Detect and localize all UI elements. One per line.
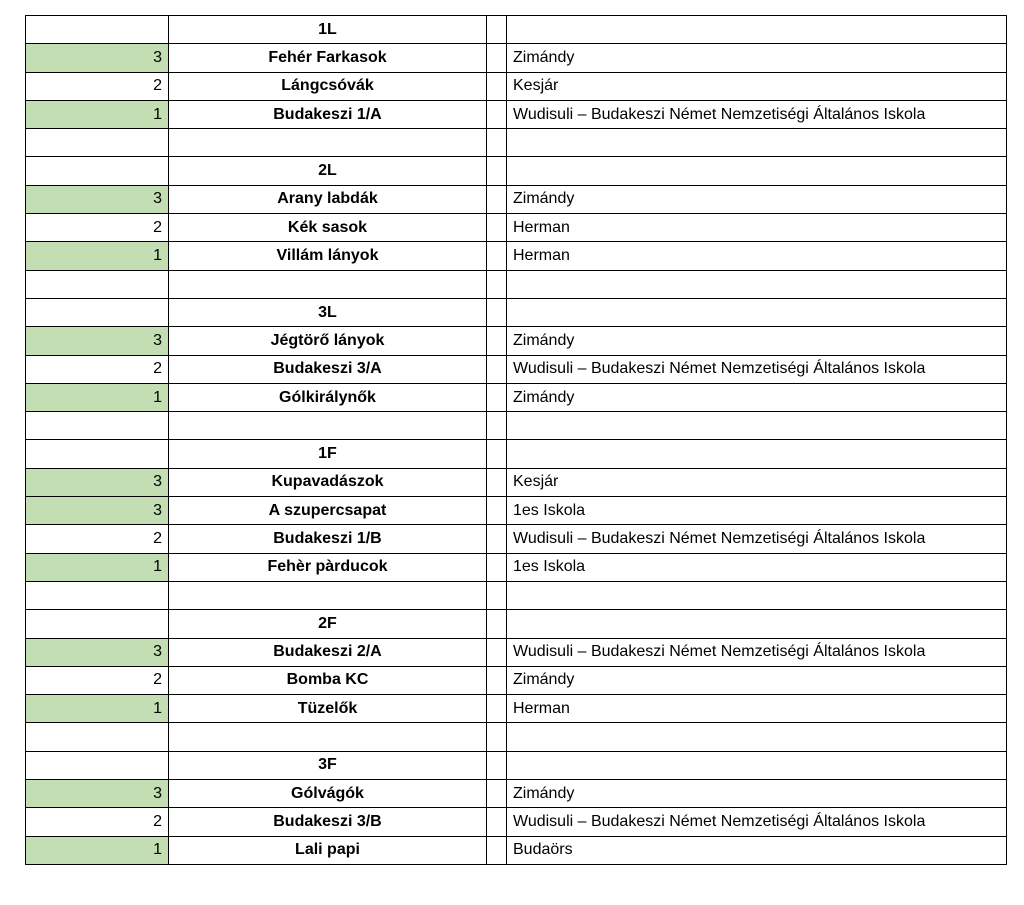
table-row [26,695,1007,723]
score-cell[interactable]: 1 [26,695,169,723]
score-cell[interactable]: 2 [26,355,169,383]
empty-cell[interactable] [487,383,507,411]
team-name-cell[interactable]: Lángcsóvák [169,72,487,100]
group-header-row [26,157,1007,185]
school-cell[interactable]: Zimándy [507,383,1007,411]
empty-cell[interactable] [487,610,507,638]
empty-cell[interactable] [507,751,1007,779]
table-row [26,497,1007,525]
empty-cell[interactable] [26,751,169,779]
empty-cell[interactable] [26,440,169,468]
group-title[interactable]: 3L [169,298,487,326]
table-row [26,214,1007,242]
score-cell[interactable]: 2 [26,666,169,694]
school-cell[interactable]: Budaörs [507,836,1007,864]
school-cell[interactable]: Kesjár [507,72,1007,100]
results-table-body [26,16,1007,865]
score-cell[interactable]: 3 [26,327,169,355]
empty-cell[interactable] [487,751,507,779]
empty-cell[interactable] [487,836,507,864]
results-table [25,15,1007,865]
empty-cell[interactable] [507,16,1007,44]
group-title[interactable]: 1L [169,16,487,44]
school-cell[interactable]: Zimándy [507,185,1007,213]
empty-cell[interactable] [487,242,507,270]
group-title[interactable]: 3F [169,751,487,779]
empty-cell[interactable] [487,157,507,185]
empty-cell[interactable] [487,808,507,836]
empty-cell[interactable] [507,298,1007,326]
score-cell[interactable]: 1 [26,553,169,581]
table-row [26,836,1007,864]
empty-cell[interactable] [487,270,507,298]
score-cell[interactable]: 1 [26,242,169,270]
school-cell[interactable]: Zimándy [507,666,1007,694]
score-cell[interactable]: 1 [26,100,169,128]
team-name-cell[interactable]: Budakeszi 3/A [169,355,487,383]
empty-cell[interactable] [507,723,1007,751]
empty-cell[interactable] [487,185,507,213]
school-cell[interactable]: Herman [507,695,1007,723]
spacer-row [26,581,1007,609]
team-name-cell[interactable]: Gólvágók [169,780,487,808]
empty-cell[interactable] [26,129,169,157]
school-cell[interactable]: Zimándy [507,780,1007,808]
empty-cell[interactable] [26,581,169,609]
team-name-cell[interactable]: Jégtörő lányok [169,327,487,355]
empty-cell[interactable] [26,412,169,440]
table-row [26,355,1007,383]
group-title[interactable]: 2L [169,157,487,185]
score-cell[interactable]: 2 [26,525,169,553]
group-header-row [26,751,1007,779]
empty-cell[interactable] [169,723,487,751]
table-row [26,780,1007,808]
table-row [26,242,1007,270]
table-row [26,553,1007,581]
empty-cell[interactable] [507,581,1007,609]
empty-cell[interactable] [169,270,487,298]
empty-cell[interactable] [487,497,507,525]
score-cell[interactable]: 2 [26,808,169,836]
table-row [26,638,1007,666]
group-header-row [26,298,1007,326]
empty-cell[interactable] [487,468,507,496]
empty-cell[interactable] [487,327,507,355]
score-cell[interactable]: 3 [26,497,169,525]
empty-cell[interactable] [26,16,169,44]
score-cell[interactable]: 3 [26,638,169,666]
spacer-row [26,129,1007,157]
table-row [26,525,1007,553]
table-row [26,666,1007,694]
school-cell[interactable]: 1es Iskola [507,497,1007,525]
school-cell[interactable]: Zimándy [507,327,1007,355]
school-cell[interactable]: Wudisuli – Budakeszi Német Nemzetiségi Általános Iskola [507,525,1007,553]
empty-cell[interactable] [487,440,507,468]
empty-cell[interactable] [26,298,169,326]
school-cell[interactable]: Herman [507,214,1007,242]
empty-cell[interactable] [169,581,487,609]
team-name-cell[interactable]: Kupavadászok [169,468,487,496]
empty-cell[interactable] [487,525,507,553]
table-row [26,383,1007,411]
empty-cell[interactable] [487,298,507,326]
empty-cell[interactable] [487,355,507,383]
school-cell[interactable]: Wudisuli – Budakeszi Német Nemzetiségi Általános Iskola [507,638,1007,666]
table-row [26,100,1007,128]
score-cell[interactable]: 2 [26,72,169,100]
empty-cell[interactable] [507,610,1007,638]
team-name-cell[interactable]: Budakeszi 1/B [169,525,487,553]
team-name-cell[interactable]: Budakeszi 1/A [169,100,487,128]
empty-cell[interactable] [26,270,169,298]
group-header-row [26,610,1007,638]
empty-cell[interactable] [487,695,507,723]
group-title[interactable]: 1F [169,440,487,468]
empty-cell[interactable] [487,129,507,157]
team-name-cell[interactable]: Budakeszi 2/A [169,638,487,666]
empty-cell[interactable] [487,553,507,581]
group-header-row [26,440,1007,468]
score-cell[interactable]: 3 [26,780,169,808]
team-name-cell[interactable]: Villám lányok [169,242,487,270]
table-row [26,72,1007,100]
school-cell[interactable]: 1es Iskola [507,553,1007,581]
empty-cell[interactable] [487,723,507,751]
group-title[interactable]: 2F [169,610,487,638]
team-name-cell[interactable]: Budakeszi 3/B [169,808,487,836]
school-cell[interactable]: Herman [507,242,1007,270]
empty-cell[interactable] [487,16,507,44]
school-cell[interactable]: Wudisuli – Budakeszi Német Nemzetiségi Általános Iskola [507,808,1007,836]
empty-cell[interactable] [169,129,487,157]
school-cell[interactable]: Wudisuli – Budakeszi Német Nemzetiségi Általános Iskola [507,100,1007,128]
empty-cell[interactable] [487,412,507,440]
empty-cell[interactable] [507,129,1007,157]
score-cell[interactable]: 1 [26,383,169,411]
empty-cell[interactable] [487,581,507,609]
team-name-cell[interactable]: Arany labdák [169,185,487,213]
score-cell[interactable]: 3 [26,468,169,496]
team-name-cell[interactable]: Bomba KC [169,666,487,694]
school-cell[interactable]: Wudisuli – Budakeszi Német Nemzetiségi Általános Iskola [507,355,1007,383]
empty-cell[interactable] [507,270,1007,298]
empty-cell[interactable] [26,610,169,638]
empty-cell[interactable] [169,412,487,440]
score-cell[interactable]: 3 [26,185,169,213]
empty-cell[interactable] [487,214,507,242]
team-name-cell[interactable]: Gólkirálynők [169,383,487,411]
empty-cell[interactable] [487,638,507,666]
empty-cell[interactable] [507,412,1007,440]
spacer-row [26,412,1007,440]
group-header-row [26,16,1007,44]
table-row [26,468,1007,496]
team-name-cell[interactable]: A szupercsapat [169,497,487,525]
team-name-cell[interactable]: Tüzelők [169,695,487,723]
empty-cell[interactable] [507,157,1007,185]
empty-cell[interactable] [26,723,169,751]
empty-cell[interactable] [487,44,507,72]
score-cell[interactable]: 1 [26,836,169,864]
empty-cell[interactable] [487,780,507,808]
team-name-cell[interactable]: Fehèr pàrducok [169,553,487,581]
team-name-cell[interactable]: Kék sasok [169,214,487,242]
score-cell[interactable]: 2 [26,214,169,242]
spacer-row [26,723,1007,751]
table-row [26,185,1007,213]
score-cell[interactable]: 3 [26,44,169,72]
empty-cell[interactable] [487,100,507,128]
team-name-cell[interactable]: Lali papi [169,836,487,864]
empty-cell[interactable] [487,666,507,694]
school-cell[interactable]: Zimándy [507,44,1007,72]
school-cell[interactable]: Kesjár [507,468,1007,496]
table-row [26,44,1007,72]
empty-cell[interactable] [507,440,1007,468]
empty-cell[interactable] [26,157,169,185]
team-name-cell[interactable]: Fehér Farkasok [169,44,487,72]
empty-cell[interactable] [487,72,507,100]
table-row [26,808,1007,836]
spacer-row [26,270,1007,298]
table-row [26,327,1007,355]
